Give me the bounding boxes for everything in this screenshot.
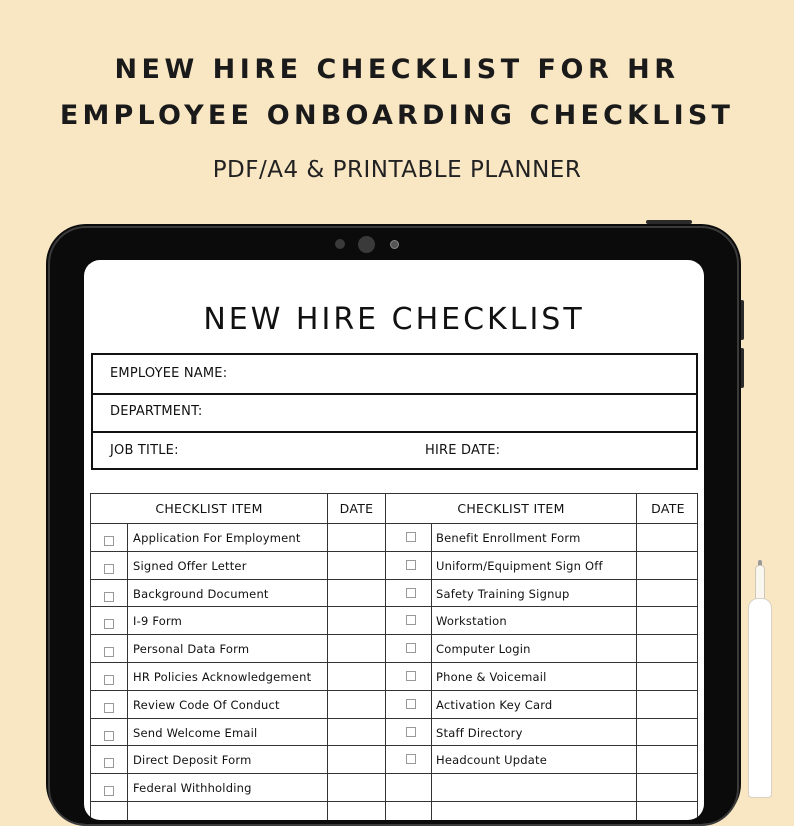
employee-name-row [93, 355, 696, 395]
left-checkbox[interactable] [104, 592, 114, 602]
subtitle: PDF/A4 & PRINTABLE PLANNER [212, 157, 582, 183]
right-checkbox[interactable] [406, 699, 416, 709]
employee-name-label: EMPLOYEE NAME: [110, 366, 228, 381]
row-divider [91, 745, 697, 746]
right-checklist-item: Computer Login [436, 642, 531, 657]
left-checkbox[interactable] [104, 731, 114, 741]
row-divider [91, 690, 697, 691]
right-checkbox[interactable] [406, 588, 416, 598]
right-checklist-item: Staff Directory [436, 725, 523, 740]
row-divider [91, 773, 697, 774]
right-checklist-item: Activation Key Card [436, 697, 553, 712]
left-checkbox[interactable] [104, 619, 114, 629]
row-divider [91, 606, 697, 607]
left-checklist-item: Signed Offer Letter [133, 558, 247, 573]
camera-sensor-icon [335, 239, 345, 249]
right-checkbox[interactable] [406, 643, 416, 653]
department-label: DEPARTMENT: [110, 404, 203, 419]
column-divider [385, 494, 386, 820]
camera-lens-icon [358, 236, 375, 253]
department-row [93, 393, 696, 433]
document-title: NEW HIRE CHECKLIST [203, 302, 585, 337]
row-divider [91, 551, 697, 552]
right-item-header: CHECKLIST ITEM [457, 501, 565, 516]
row-divider [91, 662, 697, 663]
left-checklist-item: Federal Withholding [133, 781, 252, 796]
right-checklist-item: Uniform/Equipment Sign Off [436, 558, 603, 573]
right-checklist-item: Phone & Voicemail [436, 670, 547, 684]
left-checklist-item: HR Policies Acknowledgement [133, 670, 312, 684]
headline-line-2: EMPLOYEE ONBOARDING CHECKLIST [59, 100, 735, 131]
tablet-screen [84, 260, 704, 820]
right-checkbox[interactable] [406, 754, 416, 764]
row-divider [91, 579, 697, 580]
hire-date-label: HIRE DATE: [425, 443, 501, 458]
employee-info-box [91, 353, 698, 470]
left-checkbox[interactable] [104, 536, 114, 546]
left-date-header: DATE [339, 501, 374, 516]
right-checklist-item: Benefit Enrollment Form [436, 531, 581, 545]
stylus-tip [755, 565, 765, 599]
right-checklist-item: Workstation [436, 614, 507, 629]
left-checkbox[interactable] [104, 675, 114, 685]
job-title-label: JOB TITLE: [110, 443, 179, 458]
column-divider [327, 494, 328, 820]
right-checkbox[interactable] [406, 727, 416, 737]
left-checklist-item: Send Welcome Email [133, 725, 258, 740]
right-checkbox[interactable] [406, 560, 416, 570]
right-checkbox[interactable] [406, 532, 416, 542]
right-checkbox[interactable] [406, 615, 416, 625]
left-checklist-item: Direct Deposit Form [133, 753, 252, 768]
left-checkbox[interactable] [104, 564, 114, 574]
checkbox-column-divider [127, 523, 128, 820]
left-checkbox[interactable] [104, 647, 114, 657]
column-divider [636, 494, 637, 820]
headline-line-1: NEW HIRE CHECKLIST FOR HR [114, 54, 680, 85]
row-divider [91, 801, 697, 802]
left-checkbox[interactable] [104, 786, 114, 796]
right-checklist-item: Safety Training Signup [436, 586, 570, 601]
left-checklist-item: Background Document [133, 586, 269, 601]
camera-flash-icon [390, 240, 399, 249]
row-divider [91, 634, 697, 635]
checklist-table [90, 493, 698, 820]
right-checkbox[interactable] [406, 671, 416, 681]
right-date-header: DATE [651, 501, 685, 516]
row-divider [91, 523, 697, 524]
left-checklist-item: Application For Employment [133, 531, 301, 545]
left-checklist-item: Review Code Of Conduct [133, 697, 280, 712]
right-checklist-item: Headcount Update [436, 753, 548, 768]
checkbox-column-divider [431, 523, 432, 820]
left-checkbox[interactable] [104, 703, 114, 713]
stylus-body [748, 598, 772, 798]
left-checklist-item: Personal Data Form [133, 642, 250, 657]
row-divider [91, 718, 697, 719]
left-checkbox[interactable] [104, 758, 114, 768]
job-title-row [93, 432, 696, 470]
left-checklist-item: I-9 Form [133, 614, 183, 629]
left-item-header: CHECKLIST ITEM [155, 501, 263, 516]
